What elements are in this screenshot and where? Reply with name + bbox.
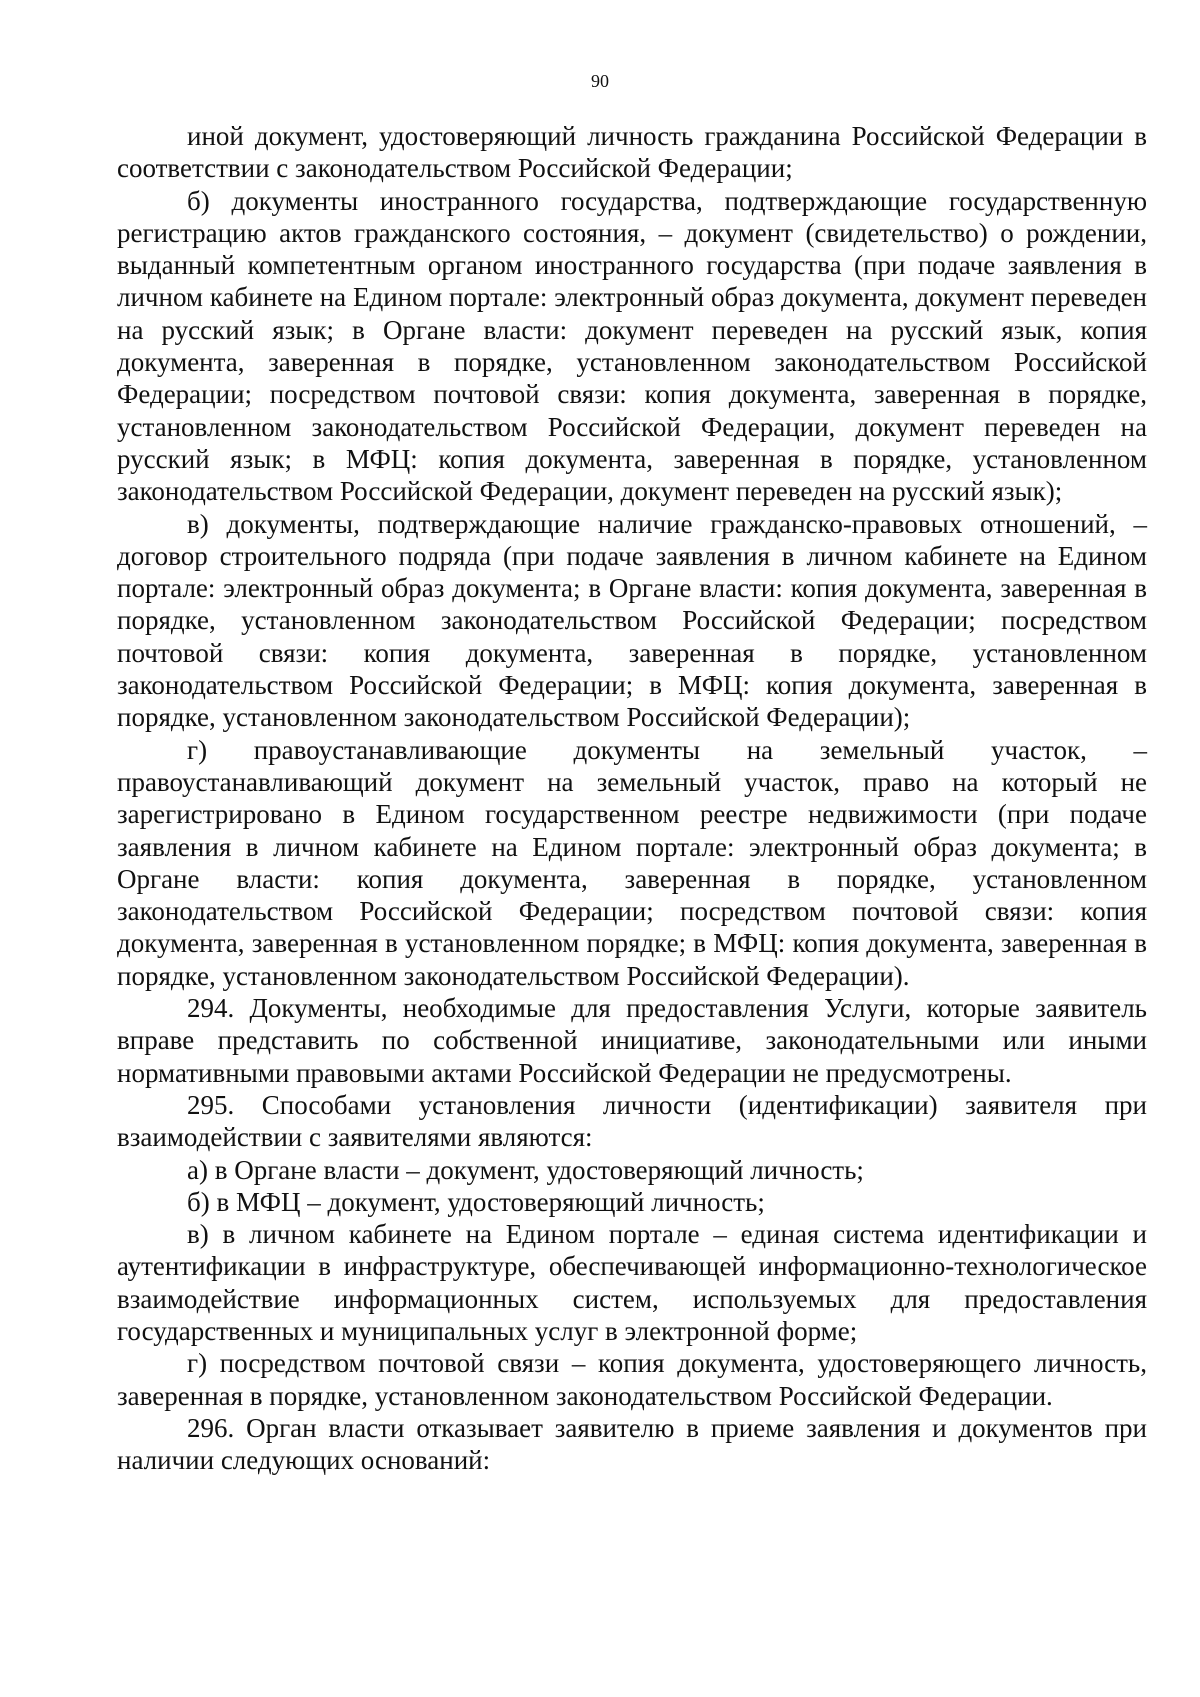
paragraph-295-v: в) в личном кабинете на Едином портале – единая система идентификации и аутентификации в инфраструктуре, обеспечивающей информационно-технологическое взаимодействие информационных систем, используемых для предоставления государственных и муниципальных услуг в электронной форме; <box>117 1219 1147 1346</box>
document-body <box>117 120 1147 1476</box>
paragraph-land-title-documents: г) правоустанавливающие документы на земельный участок, – правоустанавливающий документ на земельный участок, право на который не зарегистрировано в Едином государственном реестре недвижимости (при подаче заявления в личном кабинете на Едином портале: электронный образ документа; в Органе власти: копия документа, заверенная в порядке, установленном законодательством Российской Федерации; посредством почтовой связи: копия документа, заверенная в установленном порядке; в МФЦ: копия документа, заверенная в порядке, установленном законодательством Российской Федерации). <box>117 734 1147 991</box>
paragraph-identity-document: иной документ, удостоверяющий личность гражданина Российской Федерации в соответствии с законодательством Российской Федерации; <box>117 121 1147 184</box>
paragraph-civil-law-documents: в) документы, подтверждающие наличие гражданско-правовых отношений, – договор строительного подряда (при подаче заявления в личном кабинете на Едином портале: электронный образ документа; в Органе власти: копия документа, заверенная в порядке, установленном законодательством Российской Федерации; посредством почтовой связи: копия документа, заверенная в порядке, установленном законодательством Российской Федерации; в МФЦ: копия документа, заверенная в порядке, установленном законодательством Российской Федерации); <box>117 508 1147 733</box>
paragraph-295-b: б) в МФЦ – документ, удостоверяющий личность; <box>187 1186 765 1217</box>
paragraph-294: 294. Документы, необходимые для предоставления Услуги, которые заявитель вправе представить по собственной инициативе, законодательными или иными нормативными правовыми актами Российской Федерации не предусмотрены. <box>117 993 1147 1088</box>
paragraph-foreign-documents: б) документы иностранного государства, подтверждающие государственную регистрацию актов гражданского состояния, – документ (свидетельство) о рождении, выданный компетентным органом иностранного государства (при подаче заявления в личном кабинете на Едином портале: электронный образ документа, документ переведен на русский язык; в Органе власти: документ переведен на русский язык, копия документа, заверенная в порядке, установленном законодательством Российской Федерации; посредством почтовой связи: копия документа, заверенная в порядке, установленном законодательством Российской Федерации, документ переведен на русский язык; в МФЦ: копия документа, заверенная в порядке, установленном законодательством Российской Федерации, документ переведен на русский язык); <box>117 185 1147 507</box>
paragraph-295-a: а) в Органе власти – документ, удостоверяющий личность; <box>187 1154 864 1185</box>
page-number: 90 <box>591 71 609 91</box>
paragraph-295: 295. Способами установления личности (идентификации) заявителя при взаимодействии с заявителями являются: <box>117 1089 1147 1153</box>
paragraph-295-g: г) посредством почтовой связи – копия документа, удостоверяющего личность, заверенная в порядке, установленном законодательством Российской Федерации. <box>117 1348 1147 1411</box>
paragraph-296: 296. Орган власти отказывает заявителю в приеме заявления и документов при наличии следующих оснований: <box>117 1412 1147 1476</box>
